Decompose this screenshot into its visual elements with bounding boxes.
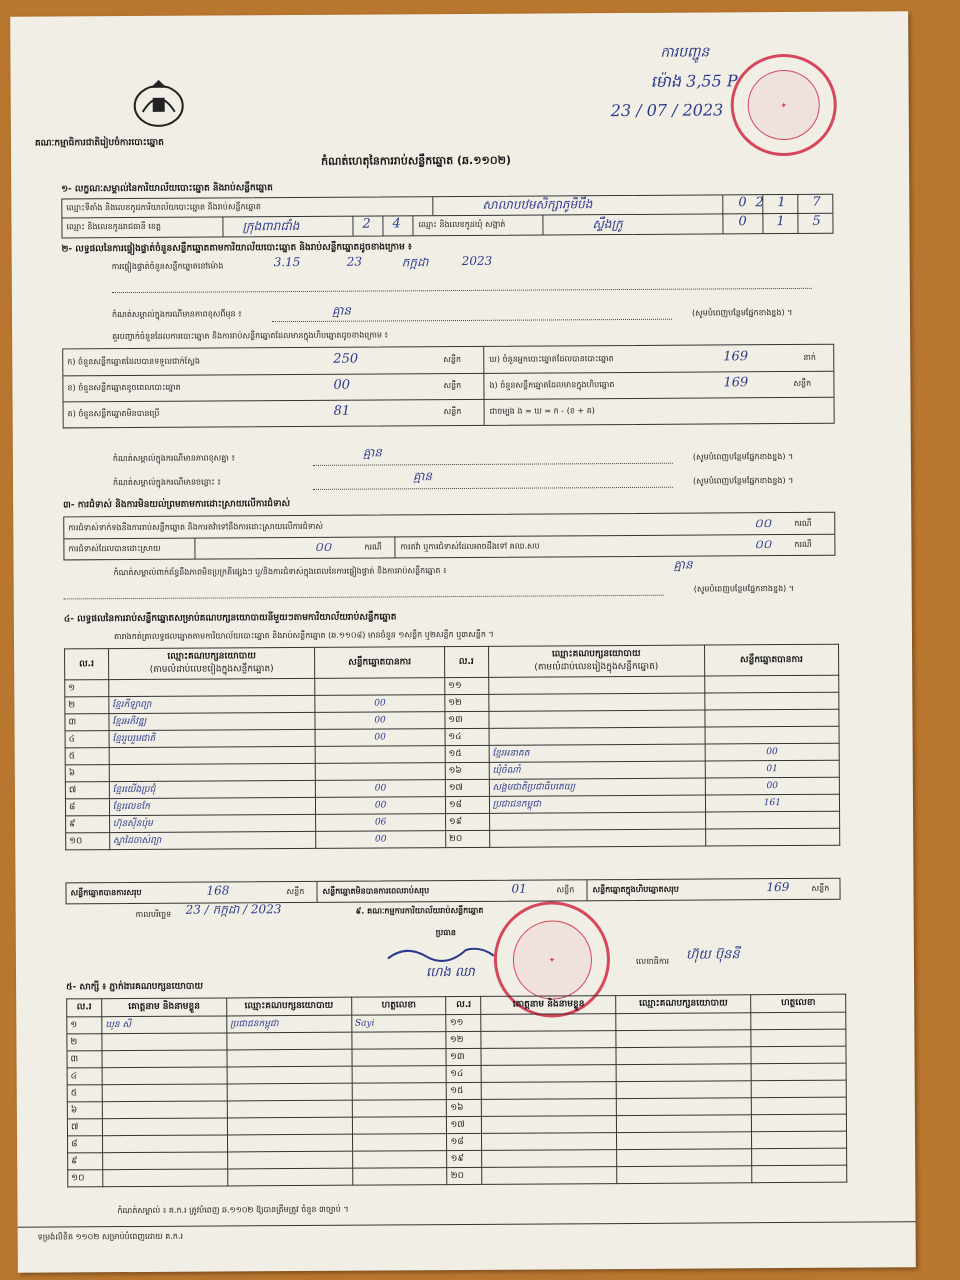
witness-no: ១៨ bbox=[447, 1133, 482, 1150]
item-b-label: ខ) ចំនួនសន្លឹកឆ្នោតខូចពេលបោះឆ្នោត bbox=[67, 382, 181, 393]
witness-signature bbox=[751, 1012, 846, 1030]
result-no: ៥ bbox=[65, 748, 109, 765]
total-valid-unit: សន្លឹក bbox=[286, 886, 305, 897]
objection-value: ០០ bbox=[754, 516, 772, 531]
result-votes bbox=[316, 763, 446, 781]
col-no-left: ល.រ bbox=[65, 649, 109, 680]
result-party: ខ្មែរយើងប្រជុំ bbox=[109, 780, 316, 798]
witness-signature bbox=[352, 1066, 447, 1084]
invalid-unit: សន្លឹក bbox=[556, 885, 575, 895]
result-party bbox=[109, 746, 316, 764]
section2-desc: គួរបញ្ចាក់ចំនួនដែលការបោះឆ្នោត និងការរាប់សន្លឹកឆ្នោតដែលមានក្នុងហិបឆ្នោតដូចខាងក្រោម ៖ bbox=[112, 330, 389, 342]
witness-table bbox=[66, 994, 847, 1188]
official-stamp-top: ✦ bbox=[730, 54, 837, 157]
witness-signature bbox=[751, 1029, 846, 1047]
witness-no: ៤ bbox=[67, 1068, 102, 1085]
resolved-label: ការជំទាស់ដែលបានដោះស្រាយ bbox=[68, 543, 161, 554]
result-party bbox=[489, 812, 705, 830]
result-party: សង្គមជាតិប្រជាធិបតេយ្យ bbox=[489, 778, 705, 796]
witness-no: ៩ bbox=[68, 1153, 103, 1170]
commune-code-2: 1 bbox=[776, 214, 785, 230]
province-label: ឈ្មោះ និងលេខកូដរាជធានី ខេត្ត bbox=[66, 221, 162, 232]
verify-time-value: 3.15 bbox=[273, 254, 301, 270]
item-d-value: 169 bbox=[723, 349, 749, 365]
witness-name bbox=[102, 1050, 227, 1068]
witness-party bbox=[227, 1049, 352, 1067]
w-col-no-right: ល.រ bbox=[446, 996, 481, 1014]
witness-signature bbox=[751, 1063, 846, 1081]
invalid-value: 01 bbox=[511, 881, 527, 896]
item-b-unit: សន្លឹក bbox=[443, 381, 462, 391]
result-votes bbox=[705, 709, 839, 727]
ballot-box-label: សន្លឹកឆ្នោតក្នុងហិបឆ្នោតសរុប bbox=[592, 884, 679, 895]
item-a-label: ក) ចំនួនសន្លឹកឆ្នោតដែលបានទទួលជាក់ស្តែង bbox=[67, 356, 200, 367]
result-votes bbox=[705, 811, 839, 829]
section3-table bbox=[63, 512, 835, 561]
result-no: ១៥ bbox=[445, 745, 489, 762]
witness-no: ៣ bbox=[67, 1051, 102, 1068]
result-votes: 06 bbox=[316, 814, 446, 832]
result-party: ខ្មែរអភិវឌ្ឍ bbox=[109, 712, 316, 730]
formula-label: ជាចម្បង ង = ឃ = ក - (ខ + គ) bbox=[489, 406, 595, 416]
result-no: ២០ bbox=[445, 830, 489, 847]
location-code-4: 7 bbox=[812, 194, 821, 210]
chair-signature: ហេង ឈា bbox=[425, 964, 475, 981]
witness-signature bbox=[352, 1117, 447, 1135]
result-votes: 00 bbox=[705, 743, 839, 761]
witness-name bbox=[482, 1133, 617, 1151]
result-party bbox=[489, 727, 705, 745]
witness-name bbox=[481, 1048, 616, 1066]
location-label: ឈ្មោះទីតាំង និងលេខកូដការិយាល័យបោះឆ្នោត និងរាប់សន្លឹកឆ្នោត bbox=[66, 202, 261, 213]
province-value: ក្រុងពារាជាំង bbox=[242, 218, 300, 234]
result-votes bbox=[704, 675, 838, 693]
witness-party bbox=[617, 1098, 752, 1116]
item-e-value: 169 bbox=[723, 375, 749, 391]
witness-signature bbox=[352, 1100, 447, 1118]
total-valid-label: សន្លឹកឆ្នោតបានការសរុប bbox=[70, 887, 142, 898]
witness-no: ១០ bbox=[68, 1170, 103, 1187]
witness-signature bbox=[352, 1168, 447, 1186]
witness-name bbox=[103, 1169, 228, 1187]
result-party: ឃុំចំណាំ bbox=[489, 761, 705, 779]
handwritten-date: 23 / 07 / 2023 bbox=[610, 100, 724, 121]
section5-title: ៥- សាក្សី ៖ ភ្នាក់ងារគណបក្សនយោបាយ bbox=[66, 981, 204, 993]
witness-party bbox=[227, 1083, 352, 1101]
result-no: ១១ bbox=[445, 677, 489, 694]
result-votes: 01 bbox=[705, 760, 839, 778]
official-stamp-bottom: ✦ bbox=[494, 901, 611, 1018]
item-e-label: ង) ចំនួនសន្លឹកឆ្នោតដែលមានក្នុងហិបឆ្នោត bbox=[489, 380, 615, 390]
witness-signature bbox=[751, 1080, 846, 1098]
witness-name bbox=[482, 1082, 617, 1100]
witness-name bbox=[102, 1067, 227, 1085]
result-votes: 00 bbox=[316, 797, 446, 815]
section1-title: ១- លក្ខណៈសម្គាល់នៃការិយាល័យបោះឆ្នោត និងរាប់សន្លឹកឆ្នោត bbox=[61, 183, 273, 195]
note2-label: កំណត់សម្គាល់ក្នុងករណីមានភាពខុសគ្នា ៖ bbox=[112, 453, 235, 464]
result-party: ខ្មែរកីឡាព្យា bbox=[109, 695, 316, 713]
witness-party bbox=[617, 1166, 752, 1184]
result-votes: 00 bbox=[315, 712, 445, 730]
result-party: ប្រជាជនកម្ពុជា bbox=[489, 795, 705, 813]
committee-name: គណៈកម្មាធិការជាតិរៀបចំការបោះឆ្នោត bbox=[34, 137, 164, 149]
witness-signature bbox=[352, 1151, 447, 1169]
col-votes-left: សន្លឹកឆ្នោតបានការ bbox=[315, 647, 445, 679]
note2-value: គ្មាន bbox=[362, 445, 382, 460]
witness-party bbox=[617, 1149, 752, 1167]
resolved-unit: ករណី bbox=[364, 542, 382, 552]
result-no: ១៨ bbox=[445, 796, 489, 813]
w-col-name-right: គោត្តនាម និងនាមខ្លួន bbox=[481, 996, 616, 1015]
results-row bbox=[66, 828, 840, 850]
form-code: ទម្រង់លិខិត ១១០២ សម្រាប់បំពេញដោយ គ.ក.រ bbox=[37, 1231, 184, 1242]
item-c-unit: សន្លឹក bbox=[443, 407, 462, 417]
witness-name: ឃុន សី bbox=[102, 1016, 227, 1034]
note2-fill-note: (សូមបំពេញបន្ថែមផ្នែកខាងខ្នង) ។ bbox=[692, 451, 794, 462]
province-code-1: 2 bbox=[362, 216, 371, 232]
result-party bbox=[489, 710, 705, 728]
note3-fill-note: (សូមបំពេញបន្ថែមផ្នែកខាងខ្នង) ។ bbox=[692, 475, 794, 486]
witness-name bbox=[102, 1084, 227, 1102]
result-no: ១២ bbox=[445, 694, 489, 711]
verify-year-value: 2023 bbox=[461, 253, 493, 269]
result-no: ១០ bbox=[66, 833, 110, 850]
witness-name bbox=[482, 1167, 617, 1185]
witness-name bbox=[481, 1031, 616, 1049]
nec-logo bbox=[131, 76, 187, 132]
witness-no: ១២ bbox=[446, 1031, 481, 1048]
commune-code-1: 0 bbox=[738, 214, 747, 230]
chair-signature-scribble bbox=[386, 936, 496, 967]
witness-name bbox=[482, 1099, 617, 1117]
result-no: ៣ bbox=[65, 714, 109, 731]
witness-name bbox=[102, 1135, 227, 1153]
handwritten-delivery: ការបញ្ជូន bbox=[660, 44, 710, 61]
witness-party bbox=[616, 1064, 751, 1082]
item-a-value: 250 bbox=[333, 351, 359, 367]
section3-title: ៣- ការជំទាស់ និងការមិនយល់ព្រមតាមការដោះស្រាយលើការជំទាស់ bbox=[63, 499, 291, 511]
witness-signature bbox=[352, 1083, 447, 1101]
result-votes bbox=[705, 726, 839, 744]
item-c-value: 81 bbox=[333, 403, 351, 419]
result-party bbox=[488, 676, 704, 694]
witness-party bbox=[616, 1013, 751, 1031]
witness-no: ៧ bbox=[67, 1119, 102, 1136]
verify-time-label: ការផ្ទៀងផ្ទាត់ចំនួនសន្លឹកឆ្នោតនៅម៉ោង bbox=[111, 261, 224, 272]
objection-unit: ករណី bbox=[794, 518, 812, 528]
w-col-party-right: ឈ្មោះគណបក្សនយោបាយ bbox=[616, 995, 751, 1014]
witness-party bbox=[227, 1032, 352, 1050]
witness-signature bbox=[752, 1165, 847, 1183]
result-party: ហ៊ុនស៊ីនប៉ុម bbox=[109, 814, 316, 832]
appeal-label: ការតវ៉ា ឬការជំទាស់ដែលអាចដឹងទៅ គឈ.សប bbox=[400, 541, 540, 552]
result-votes: 00 bbox=[315, 729, 445, 747]
witness-signature bbox=[752, 1148, 847, 1166]
col-party-right: ឈ្មោះគណបក្សនយោបាយ (តាមលំដាប់លេខរៀងក្នុងសន្លឹកឆ្នោត) bbox=[488, 645, 704, 677]
witness-party bbox=[227, 1117, 352, 1135]
note3-label: កំណត់សម្គាល់ក្នុងករណីមានចន្លោះ ៖ bbox=[112, 477, 221, 488]
witness-party bbox=[227, 1066, 352, 1084]
ballot-count-form bbox=[10, 11, 916, 1272]
witness-party bbox=[227, 1134, 352, 1152]
appeal-unit: ករណី bbox=[794, 539, 812, 549]
witness-no: ៨ bbox=[68, 1136, 103, 1153]
ballot-box-value: 169 bbox=[766, 880, 790, 895]
witness-no: ៦ bbox=[67, 1102, 102, 1119]
witness-party: ប្រជាជនកម្ពុជា bbox=[227, 1015, 352, 1033]
col-no-right: ល.រ bbox=[444, 646, 488, 677]
location-value: សាលាបឋមសិក្សាភូមិបឹង bbox=[482, 197, 593, 212]
witness-no: ២ bbox=[67, 1034, 102, 1051]
w-col-sig-left: ហត្ថលេខា bbox=[351, 997, 446, 1016]
witness-signature bbox=[751, 1114, 846, 1132]
date-label: កាលបរិច្ឆេទ bbox=[135, 909, 172, 920]
invalid-label: សន្លឹកឆ្នោតមិនបានការពេលរាប់សរុប bbox=[322, 886, 430, 896]
result-no: ១៦ bbox=[445, 762, 489, 779]
result-no: ១៧ bbox=[445, 779, 489, 796]
witness-name bbox=[482, 1065, 617, 1083]
verify-month-value: កក្កដា bbox=[401, 255, 429, 270]
note3-value: គ្មាន bbox=[412, 469, 433, 484]
secretary-label: លេខាធិការ bbox=[635, 956, 669, 966]
province-code-2: 4 bbox=[392, 216, 401, 232]
objection-label: ការជំទាស់ទាក់ទងនឹងការរាប់សន្លឹកឆ្នោត និងការតវ៉ាទៅនឹងការដោះស្រាយលើការជំទាស់ bbox=[68, 521, 324, 533]
witness-no: ១៣ bbox=[446, 1048, 481, 1065]
witness-party bbox=[227, 1100, 352, 1118]
result-votes: 00 bbox=[316, 780, 446, 798]
witness-party bbox=[227, 1168, 352, 1186]
section2-table bbox=[62, 344, 834, 429]
witness-party bbox=[616, 1081, 751, 1099]
item-c-label: គ) ចំនួនសន្លឹកឆ្នោតមិនបានប្រើ bbox=[67, 408, 160, 419]
witness-name bbox=[481, 1014, 616, 1032]
section3-note-label: កំណត់សម្គាល់ពាក់ព័ន្ធនឹងភាពមិនប្រក្រតីផ្សេងៗ ឬ/និងការជំទាស់ក្នុងពេលនៃការផ្ទៀងផ្ទាត់ និងការរាប់សន្លឹកឆ្នោត ៖ bbox=[113, 566, 447, 578]
col-party-left: ឈ្មោះគណបក្សនយោបាយ (តាមលំដាប់លេខរៀងក្នុងសន្លឹកឆ្នោត) bbox=[108, 647, 315, 679]
handwritten-time: ម៉ោង 3,55 P bbox=[650, 71, 738, 91]
witness-signature bbox=[352, 1134, 447, 1152]
witness-name bbox=[482, 1116, 617, 1134]
witness-party bbox=[227, 1151, 352, 1169]
result-no: ១៩ bbox=[445, 813, 489, 830]
witness-no: ២០ bbox=[447, 1167, 482, 1184]
commune-code-3: 5 bbox=[812, 213, 821, 229]
appeal-value: ០០ bbox=[754, 537, 772, 552]
commune-value: ស្ទឹងក្រូ bbox=[592, 217, 623, 232]
footer-note: កំណត់សម្គាល់ ៖ គ.ក.រ ត្រូវបំពេញ ឆ.១១០២ ឱ្យបានត្រឹមត្រូវ ចំនួន ៣ច្បាប់ ។ bbox=[117, 1204, 349, 1216]
result-votes: 00 bbox=[316, 831, 446, 849]
result-party bbox=[109, 763, 316, 781]
committee-sign-label: ៩. គណៈកម្មការការិយាល័យរាប់សន្លឹកឆ្នោត bbox=[355, 905, 484, 916]
result-votes: 161 bbox=[705, 794, 839, 812]
witness-signature bbox=[751, 1046, 846, 1064]
witness-row bbox=[68, 1165, 847, 1187]
witness-name bbox=[102, 1033, 227, 1051]
results-totals bbox=[65, 878, 840, 905]
witness-party bbox=[616, 1047, 751, 1065]
witness-name bbox=[103, 1152, 228, 1170]
witness-party bbox=[617, 1115, 752, 1133]
witness-no: ១៩ bbox=[447, 1150, 482, 1167]
item-b-value: 00 bbox=[333, 377, 351, 393]
item-d-unit: នាក់ bbox=[803, 352, 816, 362]
location-code-2: 2 bbox=[755, 195, 764, 211]
witness-party bbox=[616, 1030, 751, 1048]
ballot-box-unit: សន្លឹក bbox=[811, 883, 830, 893]
result-party bbox=[488, 693, 704, 711]
witness-signature bbox=[352, 1049, 447, 1067]
result-party: ខ្មែរអនាគត bbox=[489, 744, 705, 762]
section4-title: ៤- លទ្ធផលនៃការរាប់សន្លឹកឆ្នោតសម្រាប់គណបក្សនយោបាយនីមួយៗតាមការិយាល័យរាប់សន្លឹកឆ្នោត bbox=[63, 612, 397, 625]
witness-signature: Sayi bbox=[351, 1015, 446, 1033]
item-d-label: ឃ) ចំនួនអ្នកបោះឆ្នោតដែលបានបោះឆ្នោត bbox=[489, 354, 614, 364]
commune-label: ឈ្មោះ និងលេខកូដឃុំ សង្កាត់ bbox=[418, 219, 506, 230]
section3-note-value: គ្មាន bbox=[673, 557, 693, 572]
results-table bbox=[64, 644, 840, 851]
w-col-name-left: គោត្តនាម និងនាមខ្លួន bbox=[102, 998, 227, 1017]
form-title: កំណត់ហេតុនៃការរាប់សន្លឹកឆ្នោត (ឆ.១១០២) bbox=[321, 153, 512, 168]
result-votes bbox=[315, 678, 445, 696]
resolved-value: ០០ bbox=[314, 539, 332, 554]
result-no: ៦ bbox=[65, 765, 109, 782]
result-no: ១ bbox=[65, 680, 109, 697]
chair-label: ប្រធាន bbox=[435, 928, 456, 938]
location-code-3: 1 bbox=[777, 195, 786, 211]
witness-name bbox=[102, 1118, 227, 1136]
witness-signature bbox=[751, 1097, 846, 1115]
w-col-no-left: ល.រ bbox=[67, 999, 102, 1017]
item-e-unit: សន្លឹក bbox=[793, 378, 812, 388]
result-no: ៤ bbox=[65, 731, 109, 748]
witness-no: ១ bbox=[67, 1017, 102, 1034]
witness-signature bbox=[752, 1131, 847, 1149]
witness-no: ៥ bbox=[67, 1085, 102, 1102]
result-party: ស្នាដៃចាស់ព្យា bbox=[109, 831, 316, 849]
verify-day-value: 23 bbox=[346, 254, 362, 269]
date-value: 23 / កក្កដា / 2023 bbox=[185, 902, 282, 917]
witness-no: ១៦ bbox=[447, 1099, 482, 1116]
result-no: ៨ bbox=[65, 799, 109, 816]
result-party: ខ្មែររួបរួមជាតិ bbox=[109, 729, 316, 747]
location-code-1: 0 bbox=[738, 195, 747, 211]
section3-fill-note: (សូមបំពេញបន្ថែមផ្នែកខាងខ្នង) ។ bbox=[693, 583, 795, 594]
result-no: ២ bbox=[65, 697, 109, 714]
result-no: ១៣ bbox=[445, 711, 489, 728]
section2-title: ២- លទ្ធផលនៃការផ្ទៀងផ្ទាត់ចំនួនសន្លឹកឆ្នោតតាមការិយាល័យបោះឆ្នោត និងរាប់សន្លឹកឆ្នោតដូចខាងក្រោម ៖ bbox=[61, 242, 412, 255]
witness-party bbox=[617, 1132, 752, 1150]
reason-label: កំណត់សម្គាល់ក្នុងករណីមានភាពខុសពីមុន ៖ bbox=[111, 309, 242, 320]
result-votes: 00 bbox=[315, 695, 445, 713]
result-party bbox=[489, 829, 705, 847]
result-party: ខ្មែរលេខកែ bbox=[109, 797, 316, 815]
col-votes-right: សន្លឹកឆ្នោតបានការ bbox=[704, 644, 838, 676]
result-no: ១៤ bbox=[445, 728, 489, 745]
result-party bbox=[108, 678, 315, 696]
witness-no: ១៤ bbox=[447, 1065, 482, 1082]
witness-no: ១៧ bbox=[447, 1116, 482, 1133]
result-votes: 00 bbox=[705, 777, 839, 795]
witness-name bbox=[482, 1150, 617, 1168]
w-col-party-left: ឈ្មោះគណបក្សនយោបាយ bbox=[226, 997, 351, 1016]
result-no: ៧ bbox=[65, 782, 109, 799]
witness-no: ១៥ bbox=[447, 1082, 482, 1099]
reason-fill-note: (សូមបំពេញបន្ថែមផ្នែកខាងខ្នង) ។ bbox=[691, 307, 793, 318]
w-col-sig-right: ហត្ថលេខា bbox=[751, 994, 846, 1013]
witness-signature bbox=[351, 1032, 446, 1050]
total-valid-value: 168 bbox=[206, 883, 230, 898]
result-no: ៩ bbox=[66, 816, 110, 833]
witness-name bbox=[102, 1101, 227, 1119]
result-votes bbox=[315, 746, 445, 764]
item-a-unit: សន្លឹក bbox=[443, 355, 462, 365]
secretary-signature: ហ៊ុយ ប៊ុននី bbox=[685, 947, 740, 963]
reason-value: គ្មាន bbox=[331, 303, 352, 318]
result-votes bbox=[705, 692, 839, 710]
result-votes bbox=[705, 828, 839, 846]
section1-table bbox=[61, 194, 833, 239]
section4-subtitle: តារាងកត់ត្រាលទ្ធផលឆ្នោតតាមការិយាល័យបោះឆ្នោត និងរាប់សន្លឹកឆ្នោត (ឆ.១១០៨) មានចំនួន ១សន្លឹក ឬ២សន្លឹក ឬ៣សន្លឹក ។ bbox=[113, 629, 494, 642]
witness-no: ១១ bbox=[446, 1014, 481, 1031]
